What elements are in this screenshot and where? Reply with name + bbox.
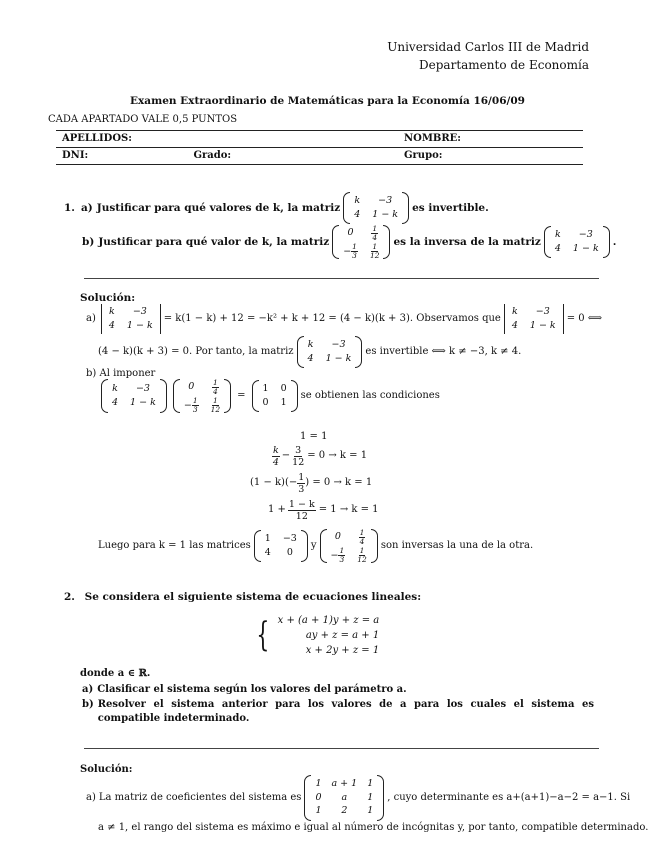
determinant-k: k −3 4 1 − k [101,304,161,334]
q1-a-text: Justificar para qué valores de k, la matriz [96,201,341,214]
system-eq-2: ay + z = a + 1 [305,629,380,641]
condition-3: (1 − k)(− $\frac{1}{3}$ ) = 0 → k = 1 [250,471,373,495]
q2-solution-a: a) La matriz de coeficientes del sistema es 1 a + 1 1 0 a 1 1 2 1 , cuyo determinante es a+(a+1)−a−2 = a−1. Si [86,776,630,820]
matrix-k-2: k −3 4 1 − k [544,227,610,257]
matrix-coefficients: 1 a + 1 1 0 a 1 1 2 1 [304,776,384,820]
condition-4: 1 + $\frac{1 - k}{12}$ = 1 → k = 1 [268,498,379,522]
matrix-k-4: k −3 4 1 − k [101,380,167,412]
points-note: CADA APARTADO VALE 0,5 PUNTOS [48,114,238,125]
q1-b-text: Justificar para qué valor de k, la matriz [98,235,330,248]
header-institution [387,38,589,74]
university-name: Universidad Carlos III de Madrid [387,40,589,54]
matrix-k1: 1 −3 4 0 [254,531,308,561]
q1-b-label: b) [82,235,95,248]
q2-intro: 2. Se considera el siguiente sistema de ecuaciones lineales: [64,591,422,603]
matrix-inverse-2: 0 $\frac{1}{4}$ − $\frac{1}{3}$ $\frac{1}{12}$ [173,380,231,412]
q1-solution-b-intro: b) Al imponer [86,368,156,379]
system-eq-1: x + (a + 1)y + z = a [277,614,380,626]
q1-a-label: a) [80,201,93,214]
q2-part-b: b) Resolver el sistema anterior para los valores de a para los cuales el sistema es compatible indeterminado. [82,699,594,724]
matrix-identity: 1 0 0 1 [252,381,298,411]
matrix-inverse-3: 0 $\frac{1}{4}$ − $\frac{1}{3}$ $\frac{1}{12}$ [320,530,378,562]
system-eq-3: x + 2y + z = 1 [305,644,380,656]
determinant-k-2: k −3 4 1 − k [504,304,564,334]
q2-solution-a-cont: a ≠ 1, el rango del sistema es máximo e igual al número de incógnitas y, por tanto, compatible determinado. [98,822,649,833]
condition-2: $\frac{k}{4}$ − $\frac{3}{12}$ = 0 → k = 1 [272,444,368,468]
q2-domain: donde a ∈ ℝ. [80,668,151,679]
q2-part-a: a) Clasificar el sistema según los valores del parámetro a. [82,684,407,695]
matrix-inverse: 0 $\frac{1}{4}$ − $\frac{1}{3}$ $\frac{1}{12}$ [332,226,390,258]
q2-number: 2. [64,591,75,603]
exam-title: Examen Extraordinario de Matemáticas para la Economía 16/06/09 [130,95,525,107]
apellidos-field: APELLIDOS: [56,131,398,148]
q2-solution-label: Solución: [80,764,133,775]
linear-system [252,610,379,660]
nombre-field: NOMBRE: [398,131,583,148]
q1-a-tail: es invertible. [412,201,489,214]
q1-solution-b-product: k −3 4 1 − k 0 $\frac{1}{4}$ − $\frac{1}{3}$ $\frac{1}{12}$ = 1 0 0 1 se obtienen las condiciones [98,380,440,412]
q1-solution-a-line2: (4 − k)(k + 3) = 0. Por tanto, la matriz k −3 4 1 − k es invertible ⟺ k ≠ −3, k ≠ 4. [98,337,521,367]
department-name: Departamento de Economía [419,58,589,72]
q1-solution-a-line1: a) k −3 4 1 − k = k(1 − k) + 12 = −k² + k + 12 = (4 − k)(k + 3). Observamos que k −3 4 1 − k = 0 ⟺ [86,303,602,335]
q1-solution-label: Solución: [80,292,136,304]
matrix-k-3: k −3 4 1 − k [297,337,363,367]
divider-1 [84,278,599,279]
q1-part-b: b) Justificar para qué valor de k, la matriz 0 $\frac{1}{4}$ − $\frac{1}{3}$ $\frac{1}{12}$ es la inversa de la matriz k −3 4 1 − k . [82,223,617,260]
q1-number: 1. [64,201,75,214]
matrix-k: k −3 4 1 − k [343,193,409,223]
grupo-field: Grupo: [398,148,583,165]
student-info-table [56,130,583,165]
grado-field: Grado: [193,150,232,162]
dni-field: DNI: [62,150,89,162]
divider-2 [84,748,599,749]
brace-icon: { [256,615,270,655]
q1-b-mid: es la inversa de la matriz [393,235,541,248]
q1-part-a [64,195,489,221]
q1-solution-b-conclusion: Luego para k = 1 las matrices 1 −3 4 0 y 0 $\frac{1}{4}$ − $\frac{1}{3}$ $\frac{1}{12}$ son inversas la una de la otra. [98,527,534,564]
condition-1: 1 = 1 [300,431,328,442]
